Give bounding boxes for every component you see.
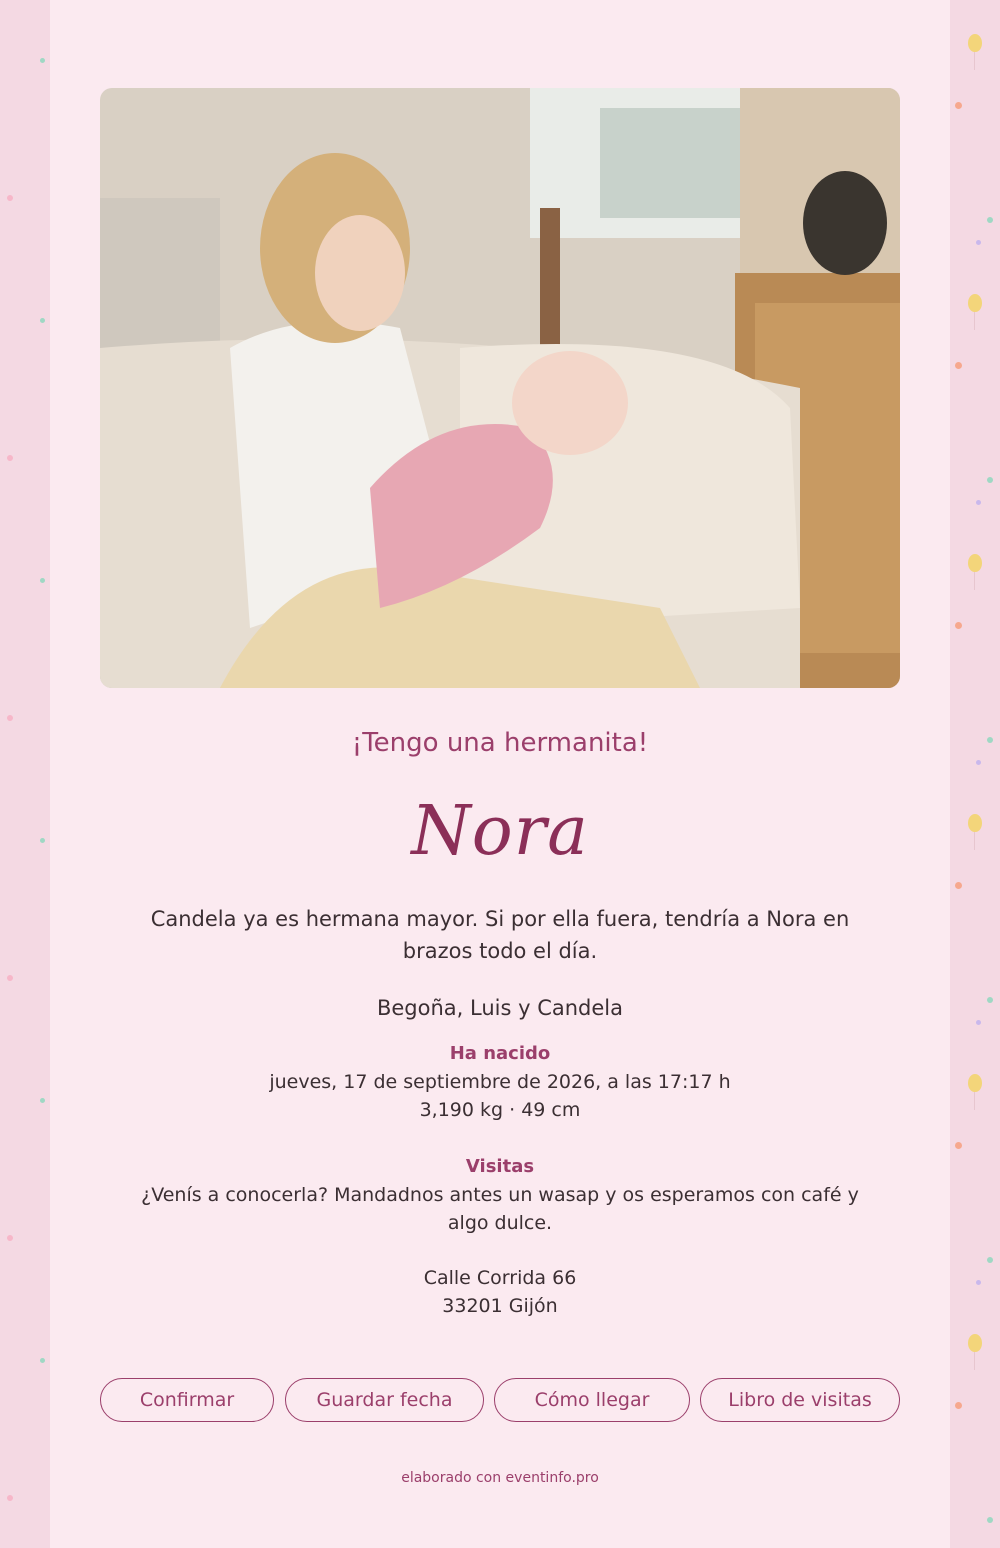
birth-heading: Ha nacido xyxy=(449,1043,551,1064)
address-street: Calle Corrida 66 xyxy=(423,1267,577,1289)
announcement-subtitle: ¡Tengo una hermanita! xyxy=(351,728,649,758)
confetti-dot xyxy=(7,195,13,201)
balloon-icon xyxy=(968,814,982,832)
confetti-dot xyxy=(40,58,45,63)
confetti-dot xyxy=(955,882,962,889)
balloon-icon xyxy=(968,294,982,312)
birth-measures: 3,190 kg · 49 cm xyxy=(419,1099,581,1121)
announcement-message: Candela ya es hermana mayor. Si por ella fuera, tendría a Nora en brazos todo el día. xyxy=(150,907,850,963)
confetti-dot xyxy=(987,997,993,1003)
right-decor-strip xyxy=(950,0,1000,1548)
confetti-dot xyxy=(40,578,45,583)
confetti-dot xyxy=(955,362,962,369)
parents-names: Begoña, Luis y Candela xyxy=(376,996,624,1020)
balloon-icon xyxy=(968,34,982,52)
guestbook-button[interactable]: Libro de visitas xyxy=(700,1378,900,1422)
address-block xyxy=(130,1264,870,1320)
confetti-dot xyxy=(976,500,981,505)
confetti-dot xyxy=(955,102,962,109)
confetti-dot xyxy=(987,737,993,743)
birth-date: jueves, 17 de septiembre de 2026, a las 17:17 h xyxy=(269,1071,731,1093)
confetti-dot xyxy=(955,1402,962,1409)
balloon-icon xyxy=(968,1334,982,1352)
action-buttons xyxy=(100,1378,900,1424)
confetti-dot xyxy=(955,622,962,629)
balloon-icon xyxy=(968,1074,982,1092)
directions-button[interactable]: Cómo llegar xyxy=(494,1378,690,1422)
confetti-dot xyxy=(976,240,981,245)
birth-details xyxy=(130,1040,870,1124)
visits-text: ¿Venís a conocerla? Mandadnos antes un wasap y os esperamos con café y algo dulce. xyxy=(141,1184,859,1234)
visits-section xyxy=(130,1153,870,1237)
announcement-card xyxy=(50,0,950,1548)
confetti-dot xyxy=(40,838,45,843)
save-date-button[interactable]: Guardar fecha xyxy=(285,1378,484,1422)
confetti-dot xyxy=(7,455,13,461)
confirm-button[interactable]: Confirmar xyxy=(100,1378,274,1422)
confetti-dot xyxy=(40,318,45,323)
confetti-dot xyxy=(987,477,993,483)
confetti-dot xyxy=(7,975,13,981)
confetti-dot xyxy=(7,1495,13,1501)
confetti-dot xyxy=(976,760,981,765)
address-city: 33201 Gijón xyxy=(442,1295,558,1317)
confetti-dot xyxy=(976,1280,981,1285)
footer-credit[interactable]: elaborado con eventinfo.pro xyxy=(401,1470,599,1486)
visits-heading: Visitas xyxy=(465,1156,535,1177)
balloon-icon xyxy=(968,554,982,572)
confetti-dot xyxy=(976,1020,981,1025)
confetti-dot xyxy=(987,1257,993,1263)
baby-photo xyxy=(100,88,900,688)
confetti-dot xyxy=(7,1235,13,1241)
confetti-dot xyxy=(40,1098,45,1103)
confetti-dot xyxy=(987,1517,993,1523)
confetti-dot xyxy=(40,1358,45,1363)
confetti-dot xyxy=(987,217,993,223)
photo-illustration xyxy=(100,88,900,688)
left-decor-strip xyxy=(0,0,50,1548)
baby-name: Nora xyxy=(411,792,589,871)
confetti-dot xyxy=(955,1142,962,1149)
confetti-dot xyxy=(7,715,13,721)
